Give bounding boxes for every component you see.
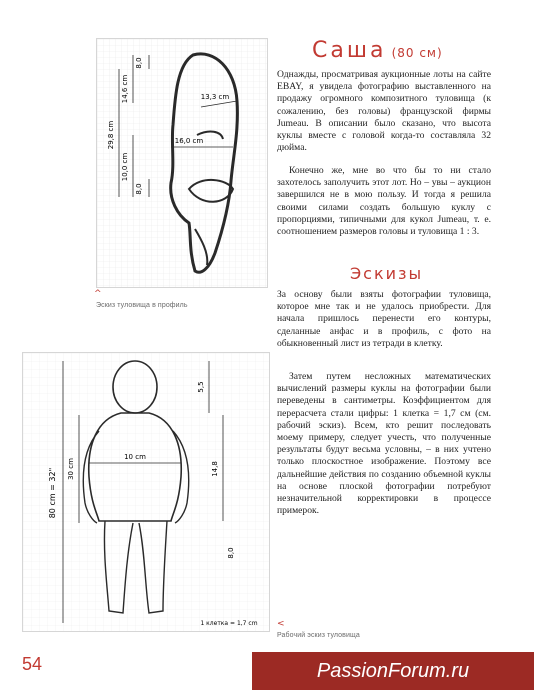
dim-label: 80 cm = 32": [48, 467, 57, 519]
dim-label: 5,5: [197, 381, 205, 393]
article-title-name: Саша: [312, 38, 387, 63]
dim-label: 10,0 cm: [121, 152, 129, 182]
dim-label: 10 cm: [124, 453, 146, 461]
dim-label: 14,8: [211, 461, 219, 477]
dim-label: 30 cm: [67, 458, 75, 480]
watermark-logo: PassionForum.ru: [252, 652, 534, 690]
dim-label: 16,0 cm: [174, 137, 204, 145]
dim-label: 8,0: [135, 57, 143, 69]
page-number: 54: [22, 654, 43, 674]
working-torso-sketch: [22, 352, 270, 632]
torso-profile-sketch: [96, 38, 268, 288]
article-paragraph: Конечно же, мне во что бы то ни стало захотелось заполучить этот лот. Но – увы – аукцион завершился не в мою пользу. И тогда я решила своими силами создать большую куклу с пропорциями, типичными для кукол Jumeau, т. е. соотношением размеров головы и туловища 1 : 3.: [277, 165, 491, 238]
caption-marker-icon: ^: [94, 289, 102, 299]
article-paragraph: Однажды, просматривая аукционные лоты на сайте EBAY, я увидела фотографию выставленного на продажу огромного композитного туловища (к сожалению, без головы) французской фирмы Jumeau. В описании было сказано, что высота куклы вместе с головой когда-то составляла 32 дюйма.: [277, 69, 491, 154]
article-paragraph: Затем путем несложных математических вычислений размеры куклы на фотографии были переведены в сантиметры. Коэффициентом для перерасчета стали цифры: 1 клетка = 1,7 см (см. рабочий эскиз). Всем, кто решит последовать моему примеру, следует учесть, что полученные результаты будут весьма условны, – в них учтено только плоскостное изображение. Поэтому все дальнейшие действия по созданию объемной куклы на основе плоской фотографии потребуют незначительной корректировки в процессе примерок.: [277, 371, 491, 517]
dim-label: 8,0: [227, 547, 235, 559]
article-title-suffix: (80 см): [391, 46, 443, 60]
dim-label: 8,0: [135, 183, 143, 195]
dim-label: 13,3 cm: [200, 93, 230, 101]
figure-caption: Эскиз туловища в профиль: [96, 302, 188, 309]
section-title: Эскизы: [350, 264, 424, 283]
dim-label: 14,6 cm: [121, 74, 129, 104]
scale-note: 1 клетка = 1,7 cm: [200, 620, 258, 627]
figure-caption: Рабочий эскиз туловища: [277, 632, 360, 639]
caption-marker-icon: <: [277, 619, 285, 629]
article-title: [312, 38, 443, 63]
dim-label: 29,8 cm: [107, 120, 115, 150]
article-paragraph: За основу были взяты фотографии туловища, которое мне так и не удалось приобрести. Для начала пришлось перенести его контуры, сделанные анфас и в профиль, с фото на обыкновенный лист из тетради в клетку.: [277, 289, 491, 349]
